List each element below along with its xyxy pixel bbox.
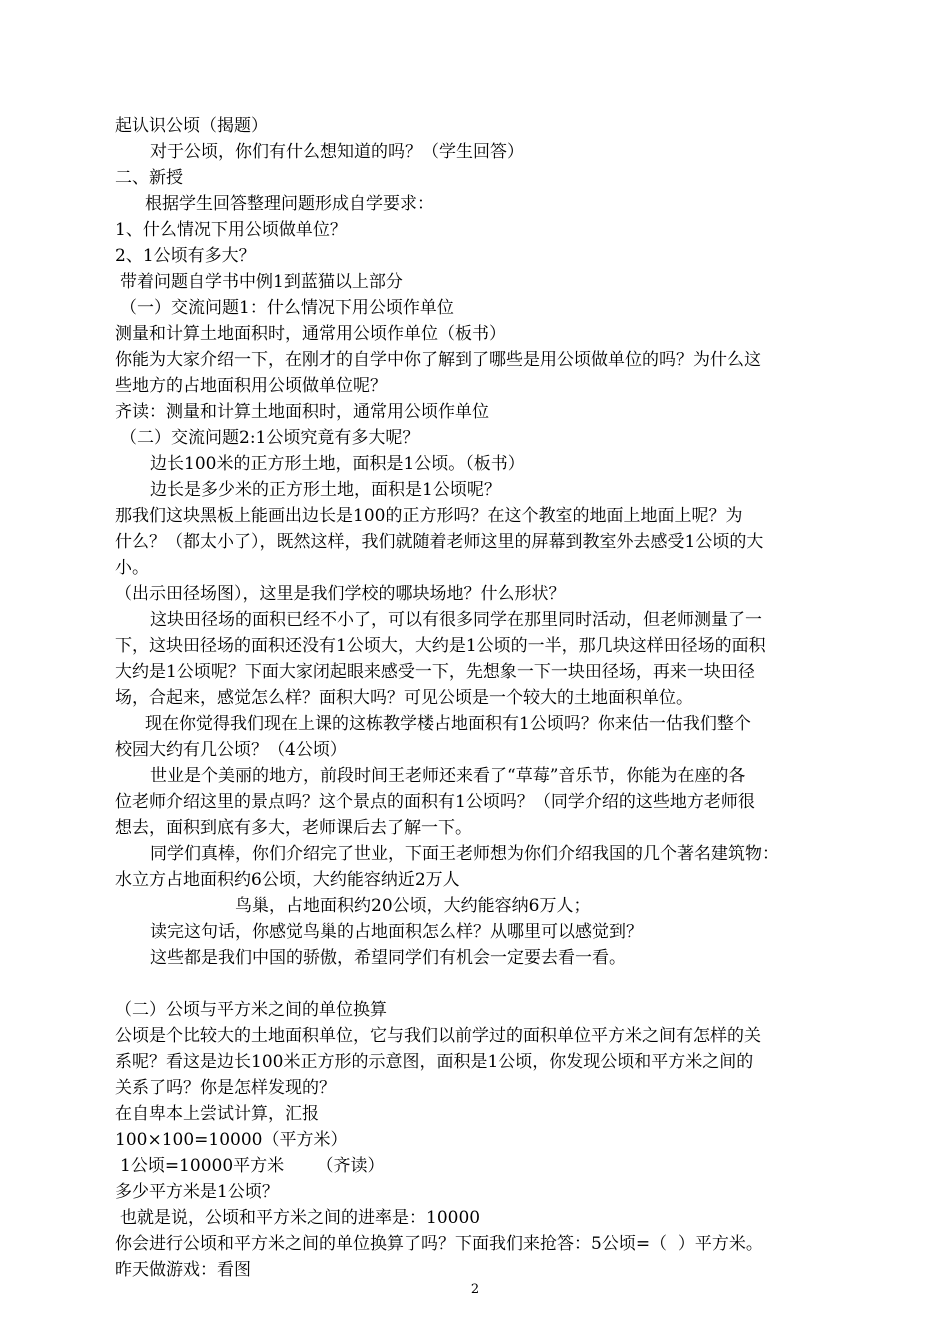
text-line: 你能为大家介绍一下，在刚才的自学中你了解到了哪些是用公顷做单位的吗？为什么这 [115, 350, 761, 370]
text-line: 场，合起来，感觉怎么样？面积大吗？可见公顷是一个较大的土地面积单位。 [115, 688, 693, 708]
text-line: 同学们真棒，你们介绍完了世业，下面王老师想为你们介绍我国的几个著名建筑物： [150, 844, 779, 864]
text-line: 对于公顷，你们有什么想知道的吗？（学生回答） [150, 142, 524, 162]
text-line: 那我们这块黑板上能画出边长是100的正方形吗？在这个教室的地面上地面上呢？为 [115, 506, 743, 526]
text-line: 什么？（都太小了），既然这样，我们就随着老师这里的屏幕到教室外去感受1公顷的大 [115, 532, 764, 552]
text-line: 也就是说，公顷和平方米之间的进率是：10000 [120, 1208, 481, 1228]
text-line: （出示田径场图），这里是我们学校的哪块场地？什么形状？ [115, 584, 566, 604]
page-number: 2 [470, 1282, 480, 1297]
text-line: （二）交流问题2:1公顷究竟有多大呢？ [120, 428, 420, 448]
section-heading: （二）公顷与平方米之间的单位换算 [115, 1000, 387, 1020]
text-line: 多少平方米是1公顷？ [115, 1182, 279, 1202]
text-line: 1、什么情况下用公顷做单位？ [115, 220, 347, 240]
text-line: 想去，面积到底有多大，老师课后去了解一下。 [115, 818, 472, 838]
text-line: 边长是多少米的正方形土地，面积是1公顷呢？ [150, 480, 501, 500]
formula-line: 1公顷=10000平方米 （齐读） [120, 1156, 385, 1176]
text-line: 些地方的占地面积用公顷做单位呢？ [115, 376, 387, 396]
text-line: 小。 [115, 558, 149, 578]
text-line: （一）交流问题1：什么情况下用公顷作单位 [120, 298, 454, 318]
text-line: 齐读：测量和计算土地面积时，通常用公顷作单位 [115, 402, 489, 422]
text-line: 测量和计算土地面积时，通常用公顷作单位（板书） [115, 324, 506, 344]
text-line: 现在你觉得我们现在上课的这栋教学楼占地面积有1公顷吗？你来估一估我们整个 [145, 714, 751, 734]
text-line: 这块田径场的面积已经不小了，可以有很多同学在那里同时活动，但老师测量了一 [150, 610, 762, 630]
text-line: 边长100米的正方形土地，面积是1公顷。（板书） [150, 454, 525, 474]
text-line: 根据学生回答整理问题形成自学要求： [145, 194, 434, 214]
text-line: 世业是个美丽的地方，前段时间王老师还来看了“草莓”音乐节，你能为在座的各 [150, 766, 746, 786]
text-line: 起认识公顷（揭题） [115, 116, 268, 136]
text-line: 在自卑本上尝试计算，汇报 [115, 1104, 319, 1124]
text-line: 读完这句话，你感觉鸟巢的占地面积怎么样？从哪里可以感觉到？ [150, 922, 643, 942]
text-line: 校园大约有几公顷？（4公顷） [115, 740, 347, 760]
text-line: 位老师介绍这里的景点吗？这个景点的面积有1公顷吗？（同学介绍的这些地方老师很 [115, 792, 755, 812]
text-line: 公顷是个比较大的土地面积单位，它与我们以前学过的面积单位平方米之间有怎样的关 [115, 1026, 761, 1046]
text-line: 水立方占地面积约6公顷，大约能容纳近2万人 [115, 870, 460, 890]
text-line: 系呢？看这是边长100米正方形的示意图，面积是1公顷，你发现公顷和平方米之间的 [115, 1052, 754, 1072]
text-line: 你会进行公顷和平方米之间的单位换算了吗？下面我们来抢答：5公顷=（ ）平方米。 [115, 1234, 763, 1254]
text-line: 下，这块田径场的面积还没有1公顷大，大约是1公顷的一半，那几块这样田径场的面积 [115, 636, 766, 656]
formula-line: 100×100=10000（平方米） [115, 1130, 348, 1150]
text-line: 2、1公顷有多大？ [115, 246, 256, 266]
section-heading: 二、新授 [115, 168, 183, 188]
text-line: 大约是1公顷呢？下面大家闭起眼来感受一下，先想象一下一块田径场，再来一块田径 [115, 662, 755, 682]
text-line: 鸟巢，占地面积约20公顷，大约能容纳6万人； [235, 896, 591, 916]
text-line: 关系了吗？你是怎样发现的？ [115, 1078, 336, 1098]
text-line: 这些都是我们中国的骄傲，希望同学们有机会一定要去看一看。 [150, 948, 626, 968]
text-line: 昨天做游戏：看图 [115, 1260, 251, 1280]
text-line: 带着问题自学书中例1到蓝猫以上部分 [120, 272, 403, 292]
